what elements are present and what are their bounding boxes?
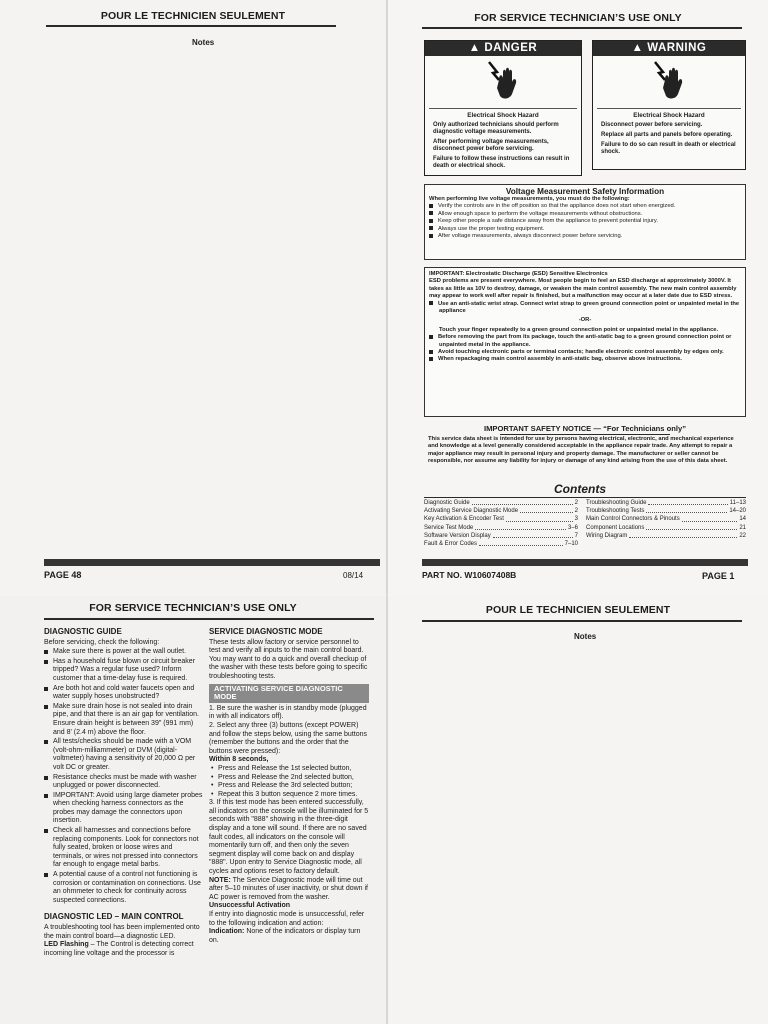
contents-entry: Troubleshooting Tests [586,508,645,515]
contents-page: 3–6 [567,524,578,531]
guide-item: IMPORTANT: Avoid using large diameter probes when checking harness connectors as the probes may damage the connectors upon insertion. [44,792,204,826]
page-bottom-left [0,596,386,1024]
contents-entry: Service Test Mode [424,524,474,531]
warning-box [592,40,746,170]
contents-page: 21 [739,524,746,531]
guide-item: All tests/checks should be made with a VOM (volt-ohm-milliammeter) or DVM (digital-voltmeter) having a sensitivity of 20,000 Ω per volt DC or greater. [44,738,204,772]
contents-row [424,507,578,515]
sequence-step: • Repeat this 3 button sequence 2 more times. [209,791,369,800]
voltage-item: Always use the proper testing equipment. [429,226,741,233]
contents-page: 2 [574,500,578,506]
contents-leader [475,524,566,530]
contents-title: Contents [554,482,606,496]
esd-item: Before removing the part from its package, touch the anti-static bag to a green ground connection point or unpainted metal in the appliance. [429,334,741,349]
page-bottom-right [388,596,768,1024]
contents-entry: Activating Service Diagnostic Mode [424,508,519,515]
contents-entry: Troubleshooting Guide [586,500,647,506]
guide-item: Make sure drain hose is not sealed into drain pipe, and that there is an air gap for ventilation. Ensure drain height is between 39" (991 mm) and 8' (2.4 m) above the floor. [44,703,204,737]
contents-row [424,524,578,532]
voltage-intro: When performing live voltage measurements, you must do the following: [429,196,630,202]
guide-item: Check all harnesses and connections before replacing components. Look for connectors not fully seated, broken or loose wires and terminals, or wires not pressed into connectors far enough to engage metal barbs. [44,827,204,870]
esd-title: IMPORTANT: Electrostatic Discharge (ESD) Sensitive Electronics [429,271,608,277]
contents-row [424,540,578,548]
contents-page: 7 [574,532,578,539]
shock-hand-icon [593,56,745,108]
sequence-step: • Press and Release the 2nd selected button, [209,774,369,783]
danger-divider [429,108,577,109]
step-2: 2. Select any three (3) buttons (except POWER) and follow the steps below, using the same buttons (remember the buttons and the order that the buttons were pressed): [209,721,367,755]
danger-title: Electrical Shock Hazard [467,112,539,119]
warning-text-2: Replace all parts and panels before operating. [601,132,733,138]
danger-box [424,40,582,176]
section-heading: DIAGNOSTIC LED – MAIN CONTROL [44,912,184,922]
shock-hand-icon [425,56,581,108]
guide-item: Are both hot and cold water faucets open and water supply hoses unobstructed? [44,685,204,702]
guide-item: Resistance checks must be made with washer unplugged or power disconnected. [44,774,204,791]
warning-text-3: Failure to do so can result in death or electrical shock. [601,142,736,155]
step-1: 1. Be sure the washer is in standby mode (plugged in with all indicators off). [209,704,367,721]
section-heading: DIAGNOSTIC GUIDE [44,627,122,636]
contents-rule [424,497,746,498]
contents-row [586,532,746,540]
contents-page: 14 [739,516,746,523]
page-top-left [0,0,386,596]
contents-leader [646,524,737,530]
voltage-safety-box [424,184,746,260]
sdm-intro: These tests allow factory or service personnel to test and verify all inputs to the main control board. You may want to do a quick and overall checkup of the washer with these tests before going to specific troubleshooting tests. [209,638,368,680]
esd-item: Avoid touching electronic parts or terminal contacts; handle electronic control assembly by edges only. [429,349,741,356]
contents-row [586,515,746,523]
unsuccessful-heading: Unsuccessful Activation [209,902,291,910]
contents-entry: Software Version Display [424,532,491,539]
header-rule [422,27,742,29]
page-number: PAGE 48 [44,570,82,580]
led-flash: LED Flashing – The Control is detecting correct incoming line voltage and the processor is [44,941,194,957]
header-rule [44,618,374,620]
esd-body: ESD problems are present everywhere. Most people begin to feel an ESD discharge at approximately 3000V. It takes as little as 10V to destroy, damage, or weaken the main control assembly. The new main control assembly may appear to work well after repair is finished, but a malfunction may occur at a later date due to ESD stress. [429,278,737,300]
contents-page: 3 [574,516,578,523]
contents-row [586,499,746,507]
within-label: Within 8 seconds, [209,756,269,764]
guide-item: Make sure there is power at the wall outlet. [44,648,204,657]
contents-row [586,507,746,515]
section-heading: SERVICE DIAGNOSTIC MODE [209,627,323,636]
contents-leader [682,515,738,521]
contents-entry: Wiring Diagram [586,532,628,539]
page-header: POUR LE TECHNICIEN SEULEMENT [100,10,286,22]
header-rule [46,25,336,27]
contents-entry: Main Control Connectors & Pinouts [586,516,680,523]
led-text: A troubleshooting tool has been implemented onto the main control board—a diagnostic LED. [44,924,200,940]
contents-leader [493,532,573,538]
page-header: FOR SERVICE TECHNICIAN’S USE ONLY [89,602,297,614]
sequence-step: • Press and Release the 1st selected button, [209,765,369,774]
contents-row [424,499,578,507]
warning-title: Electrical Shock Hazard [633,112,705,119]
notice-body: This service data sheet is intended for use by persons having electrical, electronic, and mechanical experience and knowledge at a level generally considered acceptable in the appliance repair trade. Any attempt to repair a major appliance may result in personal injury and property damage. The manufacturer or seller cannot be responsible, nor assume any liability for injury or damage of any kind arising from the use of this data sheet. [428,436,734,465]
contents-leader [646,507,727,513]
activating-banner: ACTIVATING SERVICE DIAGNOSTIC MODE [209,684,369,703]
contents-page: 11–13 [729,500,746,506]
contents-leader [629,532,737,538]
contents-right [586,499,746,540]
guide-item: A potential cause of a control not functioning is corrosion or contamination on connections. Use an ohmmeter to check for continuity across suspected connections. [44,871,204,905]
esd-or: -OR- [578,317,592,324]
sequence-step: • Press and Release the 3rd selected button; [209,782,369,791]
contents-leader [506,515,573,521]
warning-divider [597,108,741,109]
contents-entry: Component Locations [586,524,645,531]
notice-rule [500,434,670,435]
esd-touch: Touch your finger repeatedly to a green ground connection point or unpainted metal in the appliance. [439,326,719,333]
guide-intro: Before servicing, check the following: [44,638,160,646]
esd-item: When repackaging main control assembly in anti-static bag, observe above instructions. [429,356,741,363]
guide-item: Has a household fuse blown or circuit breaker tripped? Was a regular fuse used? Inform customer that a time-delay fuse is required. [44,658,204,684]
contents-entry: Fault & Error Codes [424,541,478,548]
danger-text-2: After performing voltage measurements, disconnect power before servicing. [433,139,549,152]
step-3: 3. If this test mode has been entered successfully, all indicators on the console will be illuminated for 5 seconds with "888" showing in the three-digit display and a tone will sound. If there are no saved fault codes, all indicators on the console will momentarily turn off, and then only the seven segment display will come back on and display "888". Upon entry to Service Diagnostic mode, all cycles and options reset to factory default. [209,799,369,876]
footer-bar [422,559,748,566]
diagnostic-guide-column [44,628,204,958]
warning-label: ▲ WARNING [593,41,745,56]
contents-leader [472,499,573,505]
contents-page: 7–10 [564,541,578,548]
voltage-item: Keep other people a safe distance away from the appliance to prevent potential injury. [429,218,741,225]
contents-page: 22 [739,532,746,539]
danger-text-1: Only authorized technicians should perform diagnostic voltage measurements. [433,122,559,135]
page-number: PAGE 1 [702,571,735,581]
note: NOTE: The Service Diagnostic mode will time out after 5–10 minutes of user inactivity, or shut down if AC power is removed from the washer. [209,876,369,901]
voltage-item: After voltage measurements, always disconnect power before servicing. [429,233,741,240]
notice-title: IMPORTANT SAFETY NOTICE — “For Technicians only” [483,424,687,433]
page-top-right [388,0,768,596]
safety-notice [424,422,746,480]
esd-box [424,267,746,417]
voltage-title: Voltage Measurement Safety Information [505,187,665,196]
contents-left [424,499,578,548]
header-rule [422,620,742,622]
notes-label: Notes [574,632,597,641]
contents-page: 2 [574,508,578,515]
contents-row [424,515,578,523]
contents-row [424,532,578,540]
service-diagnostic-column [209,628,369,945]
danger-label: ▲ DANGER [425,41,581,56]
contents-page: 14–20 [729,508,746,515]
footer-bar [44,559,380,566]
contents-row [586,524,746,532]
print-date: 08/14 [343,571,364,580]
page-header: POUR LE TECHNICIEN SEULEMENT [485,604,671,616]
danger-text-3: Failure to follow these instructions can result in death or electrical shock. [433,156,570,169]
contents-leader [648,499,727,505]
voltage-item: Allow enough space to perform the voltage measurements without obstructions. [429,211,741,218]
esd-item: Use an anti-static wrist strap. Connect wrist strap to green ground connection point or unpainted metal in the appliance [429,301,741,316]
contents-leader [479,540,563,546]
indication: Indication: None of the indicators or display turn on. [209,928,361,944]
contents-entry: Key Activation & Encoder Test [424,516,504,523]
voltage-item: Verify the controls are in the off position so that the appliance does not start when energized. [429,203,741,210]
contents-leader [520,507,573,513]
page-header: FOR SERVICE TECHNICIAN’S USE ONLY [474,12,682,24]
part-number: PART NO. W10607408B [422,570,517,580]
notes-label: Notes [192,38,215,47]
contents-entry: Diagnostic Guide [424,500,470,506]
warning-text-1: Disconnect power before servicing. [601,122,703,128]
unsuccessful-text: If entry into diagnostic mode is unsuccessful, refer to the following indication and action: [209,911,365,927]
